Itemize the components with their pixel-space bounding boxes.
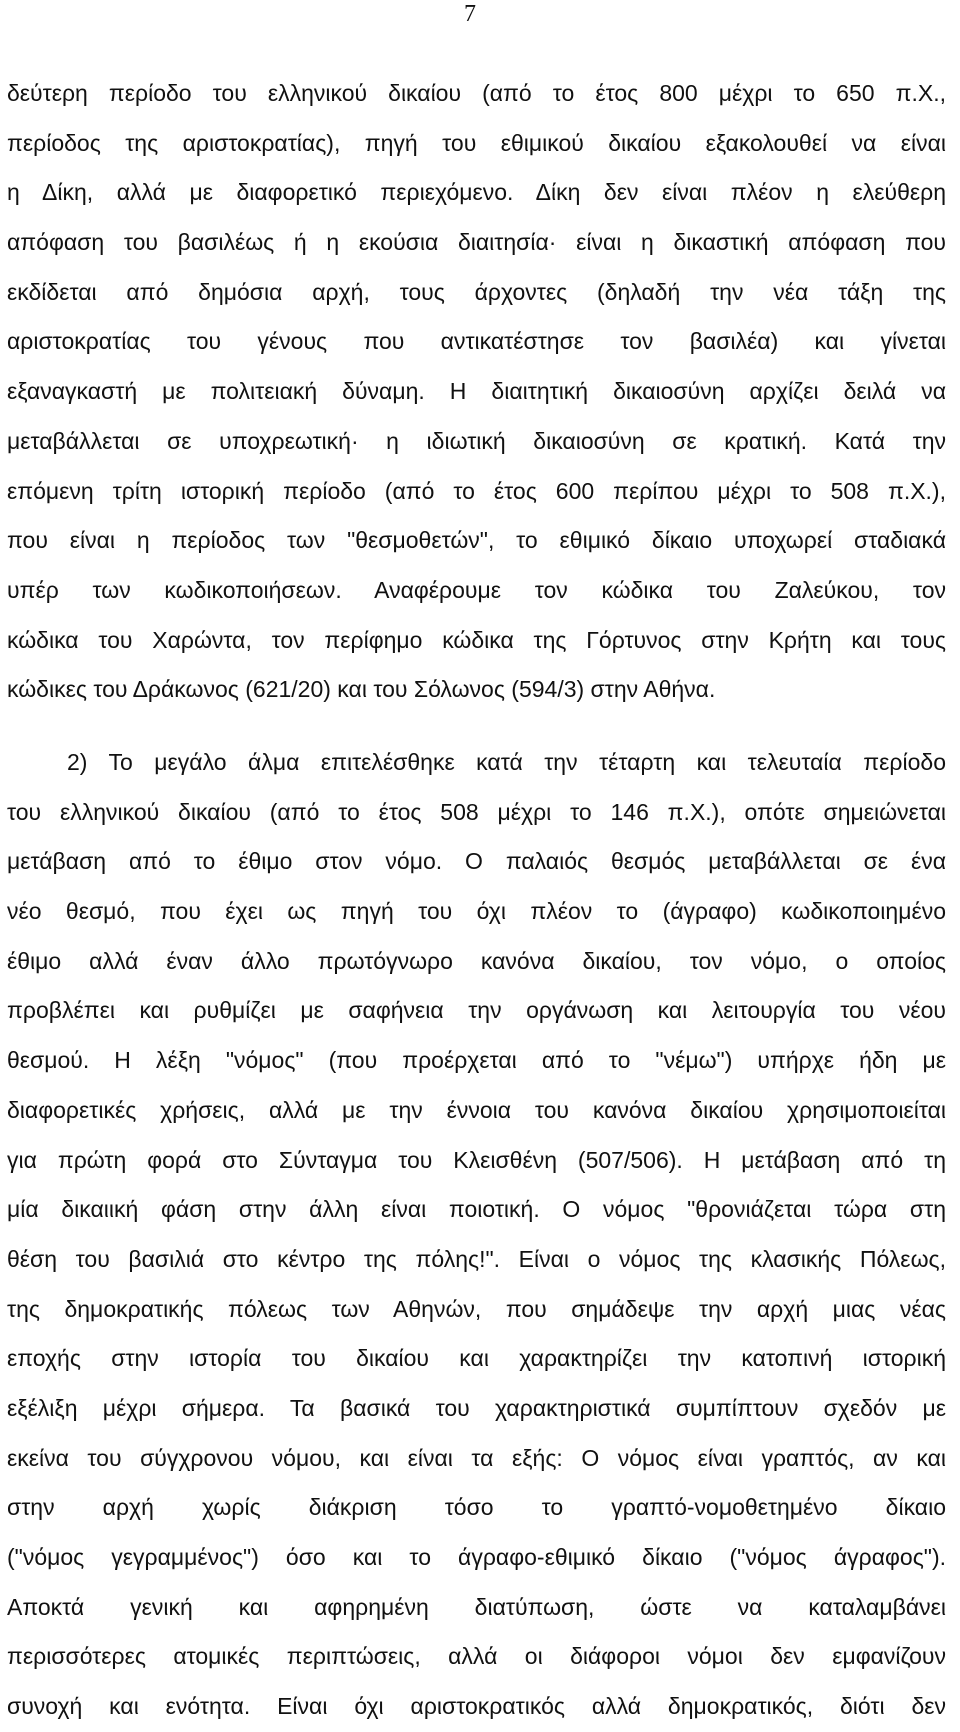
paragraph-2 — [7, 738, 946, 1732]
text-line: επόμενη τρίτη ιστορική περίοδο (από το έτος 600 περίπου μέχρι το 508 π.Χ.), — [7, 477, 946, 504]
page-number: 7 — [464, 1, 476, 27]
text-line: έθιμο αλλά έναν άλλο πρωτόγνωρο κανόνα δικαίου, τον νόμο, ο οποίος — [7, 947, 946, 974]
paragraph-1 — [7, 69, 946, 715]
text-line: μία δικαιική φάση στην άλλη είναι ποιοτική. Ο νόμος "θρονιάζεται τώρα στη — [7, 1196, 946, 1223]
text-line: διαφορετικές χρήσεις, αλλά με την έννοια του κανόνα δικαίου χρησιμοποιείται — [7, 1096, 946, 1123]
text-line: εξαναγκαστή με πολιτειακή δύναμη. Η διαιτητική δικαιοσύνη αρχίζει δειλά να — [7, 378, 946, 405]
text-line: νέο θεσμό, που έχει ως πηγή του όχι πλέον το (άγραφο) κωδικοποιημένο — [7, 898, 946, 925]
text-line: η Δίκη, αλλά με διαφορετικό περιεχόμενο. Δίκη δεν είναι πλέον η ελεύθερη — [7, 179, 946, 206]
text-line: δεύτερη περίοδο του ελληνικού δικαίου (από το έτος 800 μέχρι το 650 π.Χ., — [7, 80, 946, 106]
text-line: Αποκτά γενική και αφηρημένη διατύπωση, ώστε να καταλαμβάνει — [7, 1593, 946, 1620]
text-line: ("νόμος γεγραμμένος") όσο και το άγραφο-εθιμικό δίκαιο ("νόμος άγραφος"). — [7, 1544, 946, 1570]
text-line: εκδίδεται από δημόσια αρχή, τους άρχοντες (δηλαδή την νέα τάξη της — [7, 278, 946, 305]
text-line: 2) Το μεγάλο άλμα επιτελέσθηκε κατά την τέταρτη και τελευταία περίοδο — [67, 749, 946, 775]
text-line: εποχής στην ιστορία του δικαίου και χαρακτηρίζει την κατοπινή ιστορική — [7, 1345, 946, 1372]
text-line: προβλέπει και ρυθμίζει με σαφήνεια την οργάνωση και λειτουργία του νέου — [7, 997, 946, 1024]
text-line: εξέλιξη μέχρι σήμερα. Τα βασικά του χαρακτηριστικά συμπίπτουν σχεδόν με — [7, 1394, 946, 1421]
text-line: για πρώτη φορά στο Σύνταγμα του Κλεισθένη (507/506). Η μετάβαση από τη — [7, 1146, 946, 1173]
text-line: θέση του βασιλιά στο κέντρο της πόλης!". Είναι ο νόμος της κλασικής Πόλεως, — [7, 1245, 946, 1272]
text-line: αριστοκρατίας του γένους που αντικατέστησε τον βασιλέα) και γίνεται — [7, 328, 946, 355]
text-line: του ελληνικού δικαίου (από το έτος 508 μέχρι το 146 π.Χ.), οπότε σημειώνεται — [7, 798, 946, 825]
text-line: θεσμού. Η λέξη "νόμος" (που προέρχεται από το "νέμω") υπήρχε ήδη με — [7, 1047, 946, 1074]
text-line: της δημοκρατικής πόλεως των Αθηνών, που σημάδεψε την αρχή μιας νέας — [7, 1295, 946, 1322]
text-line: κώδικα του Χαρώντα, τον περίφημο κώδικα της Γόρτυνος στην Κρήτη και τους — [7, 626, 946, 653]
text-line: περισσότερες ατομικές περιπτώσεις, αλλά οι διάφοροι νόμοι δεν εμφανίζουν — [7, 1643, 946, 1670]
text-line: περίοδος της αριστοκρατίας), πηγή του εθιμικού δικαίου εξακολουθεί να είναι — [7, 129, 946, 156]
text-line: απόφαση του βασιλέως ή η εκούσια διαιτησία· είναι η δικαστική απόφαση που — [7, 229, 946, 256]
text-line: μετάβαση από το έθιμο στον νόμο. Ο παλαιός θεσμός μεταβάλλεται σε ένα — [7, 848, 946, 875]
text-line: στην αρχή χωρίς διάκριση τόσο το γραπτό-νομοθετημένο δίκαιο — [7, 1494, 946, 1521]
text-line: συνοχή και ενότητα. Είναι όχι αριστοκρατικός αλλά δημοκρατικός, διότι δεν — [7, 1693, 946, 1720]
text-line: κώδικες του Δράκωνος (621/20) και του Σόλωνος (594/3) στην Αθήνα. — [7, 676, 716, 703]
text-line: μεταβάλλεται σε υποχρεωτική· η ιδιωτική δικαιοσύνη σε κρατική. Κατά την — [7, 427, 946, 454]
text-line: εκείνα του σύγχρονου νόμου, και είναι τα εξής: Ο νόμος είναι γραπτός, αν και — [7, 1444, 946, 1471]
text-line: που είναι η περίοδος των "θεσμοθετών", το εθιμικό δίκαιο υποχωρεί σταδιακά — [7, 527, 946, 554]
text-line: υπέρ των κωδικοποιήσεων. Αναφέρουμε τον κώδικα του Ζαλεύκου, τον — [7, 576, 946, 603]
